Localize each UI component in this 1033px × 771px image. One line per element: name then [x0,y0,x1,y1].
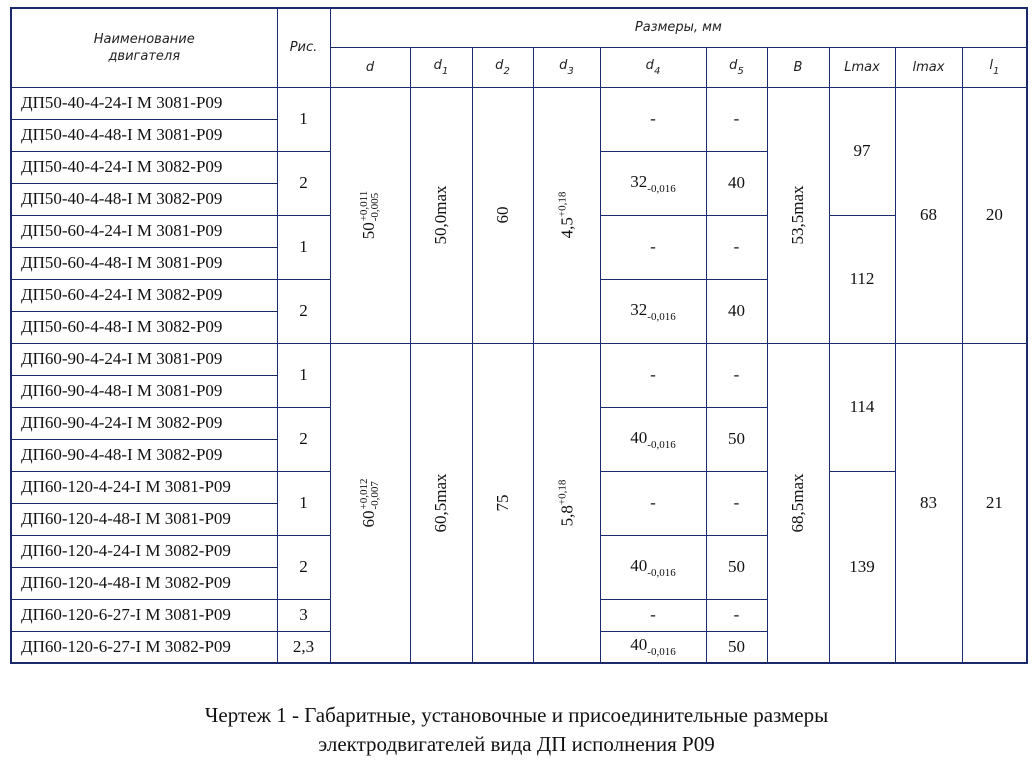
header-d1-letter: d [433,57,442,73]
header-d3-letter: d [559,57,568,73]
header-Lmax: Lmax [829,47,895,87]
Lmax-cell: 97 [829,87,895,215]
d4-cell [600,631,706,663]
d-base: 50 [358,222,378,240]
header-d2 [472,47,533,87]
d-tolerance [359,191,381,222]
d2-cell-group2 [472,343,533,663]
engine-name-cell: ДП60-90-4-24-I М 3081-Р09 [11,343,277,375]
d4-tolerance: -0,016 [647,566,676,579]
d4-base: 40 [630,555,648,575]
B-cell-group2 [767,343,829,663]
d4-tolerance: -0,016 [647,646,676,659]
fig-cell: 3 [277,599,330,631]
d-value-group2 [359,478,381,527]
d3-tolerance: +0,18 [556,191,568,218]
fig-cell: 2 [277,535,330,599]
header-sizes: Размеры, мм [330,8,1027,47]
d4-base: 40 [630,635,648,655]
engine-name-cell: ДП60-120-4-48-I М 3081-Р09 [11,503,277,535]
d-upper-tol: +0,011 [358,190,371,222]
engine-name-cell: ДП60-120-6-27-I М 3082-Р09 [11,631,277,663]
caption-line2: электродвигателей вида ДП исполнения Р09 [318,732,715,756]
lmax-cell-group1: 68 [895,87,962,343]
d4-base: 40 [630,427,648,447]
table-row [11,343,1027,375]
fig-cell: 1 [277,87,330,151]
d3-base: 4,5 [557,217,576,239]
header-d4-sub: 4 [653,65,661,77]
d3-tolerance: +0,18 [556,479,568,505]
Lmax-cell: 139 [829,471,895,663]
d4-cell: - [600,343,706,407]
figure-caption [0,701,1033,759]
d1-value: 50,0max [431,185,450,245]
d4-base: 32 [630,299,648,319]
d5-cell: 50 [706,535,767,599]
engine-name-cell: ДП50-60-4-24-I М 3082-Р09 [11,279,277,311]
d3-cell-group1 [533,87,600,343]
engine-name-cell: ДП50-40-4-48-I М 3082-Р09 [11,183,277,215]
d2-value: 60 [492,206,512,224]
d5-cell: 50 [706,631,767,663]
fig-cell: 2 [277,151,330,215]
header-name-line2: двигателя [108,48,181,64]
d-lower-tol: -0,005 [369,192,382,222]
d4-tolerance: -0,016 [647,310,676,323]
d3-base: 5,8 [557,504,576,527]
engine-name-cell: ДП60-90-4-48-I М 3081-Р09 [11,375,277,407]
header-l1-sub: 1 [992,65,1000,77]
d4-base: 32 [630,171,648,191]
header-d3-sub: 3 [567,65,574,77]
d4-tolerance: -0,016 [647,438,676,451]
d1-value: 60,5max [431,473,450,533]
header-d4 [600,47,706,87]
header-d2-sub: 2 [503,65,510,77]
header-d4-letter: d [645,57,654,73]
d4-cell: - [600,87,706,151]
Lmax-cell: 114 [829,343,895,471]
d4-cell [600,279,706,343]
d-base: 60 [358,510,378,528]
Lmax-cell: 112 [829,215,895,343]
d5-cell: - [706,87,767,151]
d5-cell: 40 [706,279,767,343]
d4-cell [600,535,706,599]
engine-name-cell: ДП60-90-4-48-I М 3082-Р09 [11,439,277,471]
d5-cell: 40 [706,151,767,215]
header-d5 [706,47,767,87]
fig-cell: 1 [277,343,330,407]
B-value: 53,5max [788,185,807,245]
fig-cell: 2 [277,279,330,343]
d4-cell: - [600,599,706,631]
d-lower-tol: -0,007 [369,480,382,510]
fig-cell: 1 [277,471,330,535]
dimensions-table-container [10,7,1026,665]
header-fig: Рис. [277,8,330,87]
fig-cell: 2,3 [277,631,330,663]
B-value: 68,5max [788,473,807,533]
d5-cell: - [706,599,767,631]
header-d3 [533,47,600,87]
header-l1-letter: l [989,57,993,73]
d4-tolerance: -0,016 [647,182,676,195]
d5-cell: 50 [706,407,767,471]
engine-name-cell: ДП50-40-4-24-I М 3082-Р09 [11,151,277,183]
header-row-1 [11,8,1027,47]
d4-cell: - [600,471,706,535]
d3-value [556,479,577,526]
d4-cell: - [600,215,706,279]
d3-cell-group2 [533,343,600,663]
l1-cell-group2: 21 [962,343,1027,663]
d2-value: 75 [492,494,512,512]
lmax-cell-group2: 83 [895,343,962,663]
d-cell-group2 [330,343,410,663]
header-lmax: lmax [895,47,962,87]
header-d5-sub: 5 [737,65,744,77]
header-engine-name [11,8,277,87]
d-cell-group1 [330,87,410,343]
engine-name-cell: ДП60-120-4-24-I М 3081-Р09 [11,471,277,503]
l1-cell-group1: 20 [962,87,1027,343]
header-d5-letter: d [729,57,738,73]
engine-name-cell: ДП60-90-4-24-I М 3082-Р09 [11,407,277,439]
engine-name-cell: ДП60-120-4-24-I М 3082-Р09 [11,535,277,567]
header-d2-letter: d [495,57,504,73]
engine-name-cell: ДП50-60-4-24-I М 3081-Р09 [11,215,277,247]
fig-cell: 1 [277,215,330,279]
engine-name-cell: ДП50-40-4-24-I М 3081-Р09 [11,87,277,119]
header-l1 [962,47,1027,87]
d-value-group1 [359,191,381,240]
fig-cell: 2 [277,407,330,471]
header-d1 [410,47,472,87]
d2-cell-group1 [472,87,533,343]
d1-cell-group1 [410,87,472,343]
header-d1-sub: 1 [441,65,449,77]
engine-name-cell: ДП60-120-4-48-I М 3082-Р09 [11,567,277,599]
d1-cell-group2 [410,343,472,663]
header-B: B [767,47,829,87]
d4-cell [600,151,706,215]
dimensions-table [10,7,1028,664]
d-upper-tol: +0,012 [358,478,371,510]
caption-line1: Чертеж 1 - Габаритные, установочные и присоединительные размеры [204,703,829,727]
engine-name-cell: ДП60-120-6-27-I М 3081-Р09 [11,599,277,631]
header-name-line1: Наименование [93,31,195,47]
header-d: d [330,47,410,87]
d5-cell: - [706,471,767,535]
d5-cell: - [706,343,767,407]
engine-name-cell: ДП50-40-4-48-I М 3081-Р09 [11,119,277,151]
d3-value [556,192,577,239]
d4-cell [600,407,706,471]
B-cell-group1 [767,87,829,343]
engine-name-cell: ДП50-60-4-48-I М 3082-Р09 [11,311,277,343]
d-tolerance [359,478,381,509]
table-row [11,87,1027,119]
d5-cell: - [706,215,767,279]
engine-name-cell: ДП50-60-4-48-I М 3081-Р09 [11,247,277,279]
